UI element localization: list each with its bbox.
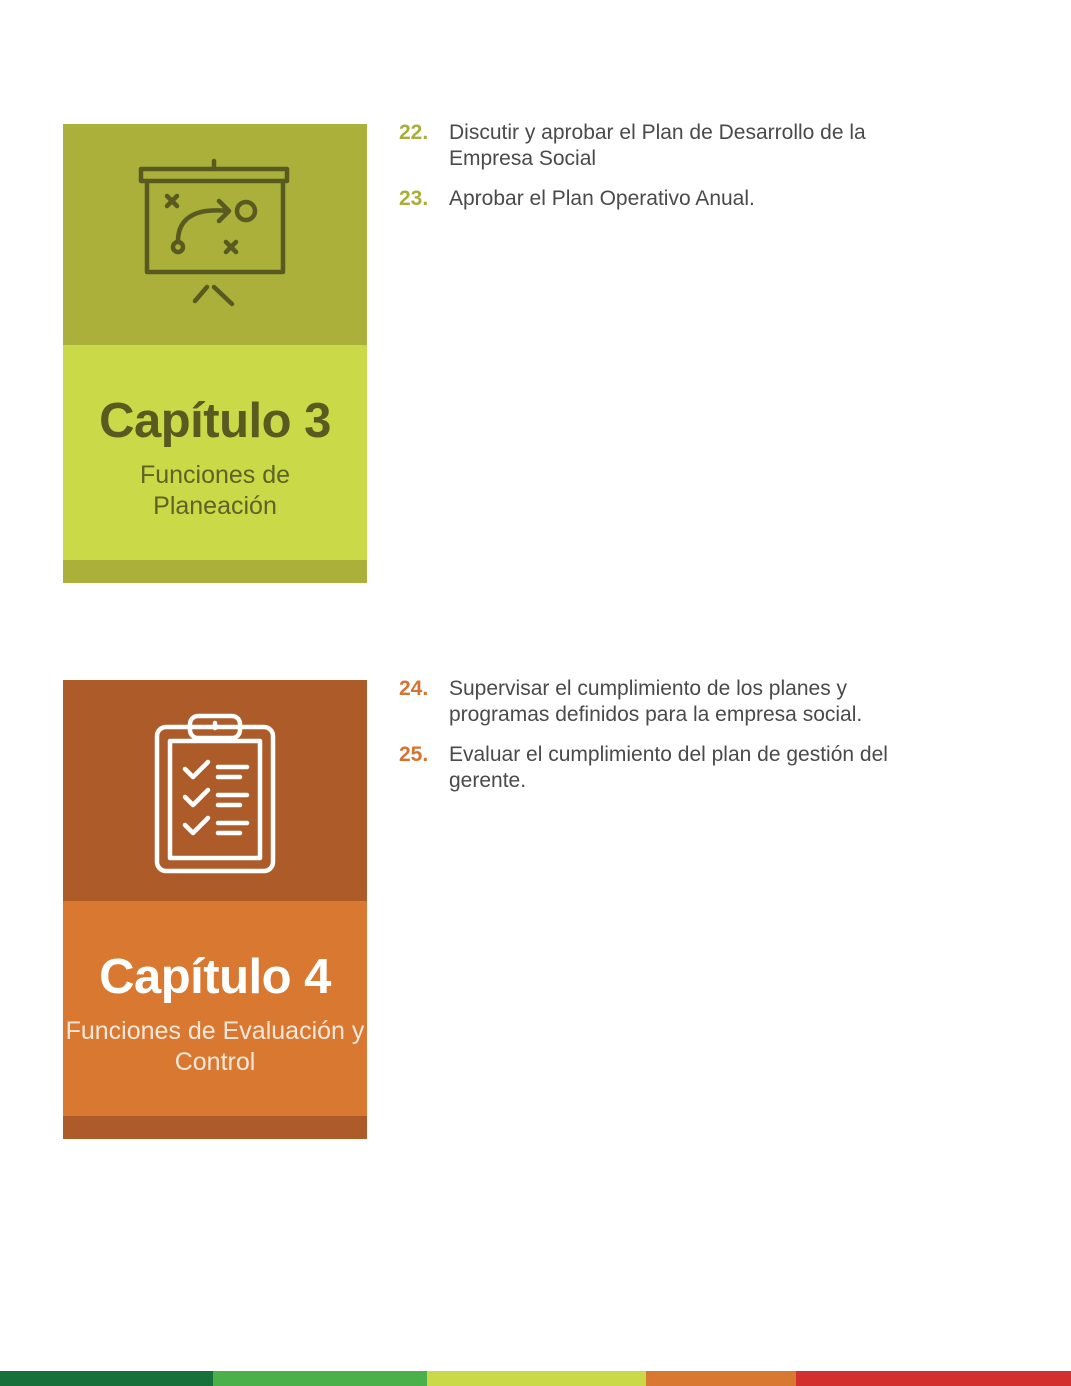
strategy-board-icon: [135, 155, 295, 315]
chapter-3-label-panel: [63, 345, 367, 560]
chapter-3-title: Capítulo 3: [99, 394, 331, 448]
chapter-3-card: [63, 124, 367, 583]
clipboard-checklist-icon: [150, 706, 280, 876]
item-number: 22.: [399, 121, 429, 144]
chapter-4-title: Capítulo 4: [99, 950, 331, 1004]
item-text: Supervisar el cumplimiento de los planes y programas definidos para la empresa social.: [449, 677, 863, 726]
list-item: [399, 120, 939, 172]
item-number: 23.: [399, 187, 429, 210]
list-item: [399, 676, 939, 728]
chapter-3-bottom-strip: [63, 560, 367, 583]
chapter-4-label-panel: [63, 901, 367, 1116]
item-number: 25.: [399, 743, 429, 766]
item-text: Discutir y aprobar el Plan de Desarrollo de la Empresa Social: [449, 121, 866, 170]
footer-segment-green: [213, 1371, 427, 1386]
chapter-4-item-list: [399, 676, 939, 808]
chapter-3-item-list: [399, 120, 939, 226]
list-item: [399, 742, 939, 794]
chapter-3-icon-panel: [63, 124, 367, 345]
footer-segment-dark-green: [0, 1371, 213, 1386]
chapter-4-card: [63, 680, 367, 1139]
footer-segment-red: [796, 1371, 1071, 1386]
chapter-4-bottom-strip: [63, 1116, 367, 1139]
item-text: Evaluar el cumplimiento del plan de gestión del gerente.: [449, 743, 888, 792]
chapter-4-subtitle: Funciones de Evaluación y Control: [65, 1017, 365, 1076]
list-item: [399, 186, 939, 212]
footer-color-bar: [0, 1371, 1071, 1386]
item-number: 24.: [399, 677, 429, 700]
footer-segment-orange: [646, 1371, 796, 1386]
item-text: Aprobar el Plan Operativo Anual.: [449, 187, 755, 210]
chapter-3-subtitle: Funciones de Planeación: [139, 461, 291, 520]
chapter-4-icon-panel: [63, 680, 367, 901]
footer-segment-lime: [427, 1371, 646, 1386]
